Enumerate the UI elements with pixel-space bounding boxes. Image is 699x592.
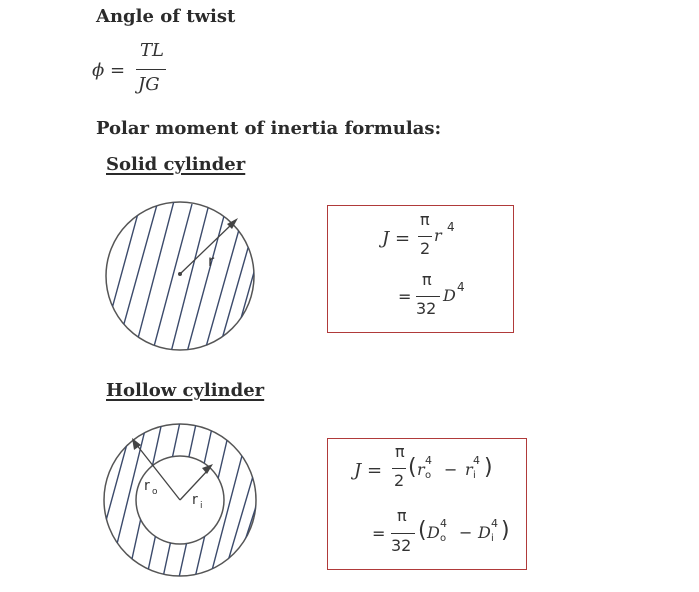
solid-line1-lhs: J = (382, 228, 411, 249)
hollow-line2-t1sub: o (440, 533, 447, 544)
solid-radius-arrow (180, 224, 232, 274)
twist-formula-lhs: ϕ = (92, 60, 126, 81)
hollow-line2-t1: D (427, 523, 440, 542)
solid-line1-term: r (434, 226, 442, 245)
twist-fraction-bar (136, 69, 166, 70)
hollow-line1-t2sub: i (473, 470, 476, 481)
hollow-line2-bar (391, 533, 415, 534)
hollow-line2-minus: − (459, 523, 473, 542)
hollow-outer-label: r (144, 478, 150, 494)
solid-cylinder-label: Solid cylinder (106, 154, 246, 175)
hollow-line2-t2sup: 4 (491, 517, 498, 530)
hollow-outer-sub: o (152, 487, 158, 497)
hollow-cylinder-diagram (100, 418, 260, 582)
hollow-line2-t1sup: 4 (440, 517, 447, 530)
hollow-line2-den: 32 (391, 536, 412, 555)
solid-radius-label: r (208, 252, 215, 270)
hollow-line1-t1sup: 4 (425, 454, 432, 467)
hollow-line2-t2: D (478, 523, 491, 542)
hollow-line1-num: π (395, 442, 405, 461)
solid-line2-den: 32 (416, 299, 437, 318)
hollow-line1-den: 2 (394, 471, 405, 490)
polar-moment-heading: Polar moment of inertia formulas: (96, 118, 442, 139)
hollow-line1-bar (392, 468, 406, 469)
hollow-line2-num: π (397, 506, 407, 525)
solid-line2-num: π (422, 270, 432, 289)
hollow-inner-sub: i (200, 501, 203, 511)
hollow-line2-close: ) (501, 518, 510, 543)
solid-cylinder-diagram (100, 196, 260, 356)
hollow-line1-t2sup: 4 (473, 454, 480, 467)
solid-line2-lhs: = (398, 287, 412, 306)
solid-center-dot (178, 272, 182, 276)
hollow-line1-open: ( (408, 455, 417, 480)
hollow-line2-open: ( (418, 518, 427, 543)
solid-line1-exp: 4 (447, 220, 455, 234)
solid-line2-exp: 4 (457, 280, 465, 294)
twist-numerator: TL (140, 40, 164, 61)
hollow-line1-t1: r (417, 460, 425, 479)
solid-line1-num: π (420, 210, 430, 229)
solid-line1-bar (418, 236, 432, 237)
solid-line2-term: D (443, 286, 456, 305)
hollow-line1-minus: − (444, 460, 458, 479)
solid-line2-bar (416, 296, 440, 297)
hollow-inner-label: r (192, 492, 198, 508)
twist-denominator: JG (138, 74, 160, 95)
hollow-line1-lhs: J = (354, 460, 383, 481)
angle-of-twist-heading: Angle of twist (96, 6, 236, 27)
hollow-line1-t1sub: o (425, 470, 432, 481)
hollow-line2-lhs: = (372, 524, 386, 543)
hollow-line1-close: ) (484, 455, 493, 480)
hollow-line2-t2sub: i (491, 533, 494, 544)
solid-line1-den: 2 (420, 239, 431, 258)
hollow-line1-t2: r (465, 460, 473, 479)
hollow-cylinder-label: Hollow cylinder (106, 380, 265, 401)
